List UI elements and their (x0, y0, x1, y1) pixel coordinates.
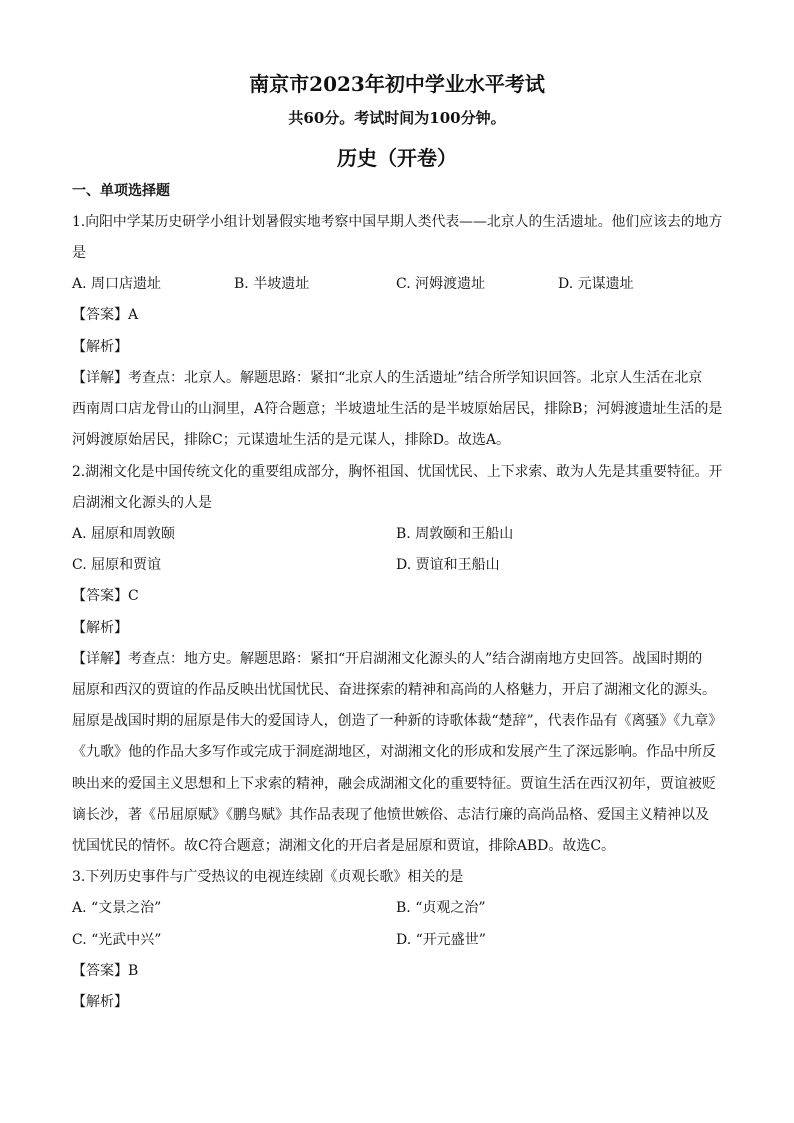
q2-analysis: 【解析】 (72, 620, 128, 636)
subject-title: 历史（开卷） (337, 146, 457, 170)
q2-detail-line: 屈原是战国时期的屈原是伟大的爱国诗人，创造了一种新的诗歌体裁“楚辞”，代表作品有《离骚》《九章》 (72, 713, 723, 729)
q1-option-d: D. 元谋遗址 (558, 276, 634, 292)
q3-analysis: 【解析】 (72, 994, 128, 1010)
q2-option-b: B. 周敦颐和王船山 (396, 526, 514, 542)
section-heading: 一、单项选择题 (72, 183, 170, 199)
q3-option-c: C. “光武中兴” (72, 932, 162, 948)
q1-analysis: 【解析】 (72, 339, 128, 355)
q2-option-a: A. 屈原和周敦颐 (72, 526, 176, 542)
q2-option-c: C. 屈原和贾谊 (72, 557, 162, 573)
q1-option-b: B. 半坡遗址 (234, 276, 310, 292)
q1-stem-cont: 是 (72, 245, 86, 261)
q3-option-b: B. “贞观之治” (396, 900, 486, 916)
q2-stem-cont: 启湖湘文化源头的人是 (72, 495, 212, 511)
q3-answer: 【答案】B (72, 963, 139, 979)
q2-detail-line: 【详解】考查点：地方史。解题思路：紧扣“开启湖湘文化源头的人”结合湖南地方史回答。战国时期的 (72, 651, 703, 667)
q2-detail-line: 映出来的爱国主义思想和上下求索的精神，融会成湖湘文化的重要特征。贾谊生活在西汉初年，贾谊被贬 (72, 776, 716, 792)
q2-detail-line: 屈原和西汉的贾谊的作品反映出忧国忧民、奋进探索的精神和高尚的人格魅力，开启了湖湘文化的源头。 (72, 682, 716, 698)
q2-answer: 【答案】C (72, 588, 139, 604)
q1-answer: 【答案】A (72, 307, 139, 323)
q1-detail-line: 西南周口店龙骨山的山洞里，A符合题意；半坡遗址生活的是半坡原始居民，排除B；河姆渡遗址生活的是 (72, 401, 723, 417)
q2-stem: 2.湖湘文化是中国传统文化的重要组成部分，胸怀祖国、忧国忧民、上下求索、敢为人先是其重要特征。开 (72, 464, 723, 480)
exam-info: 共60分。考试时间为100分钟。 (288, 109, 506, 127)
q2-detail-line: 《九歌》他的作品大多写作或完成于洞庭湖地区，对湖湘文化的形成和发展产生了深远影响。作品中所反 (72, 744, 716, 760)
q1-detail-line: 河姆渡原始居民，排除C；元谋遗址生活的是元谋人，排除D。故选A。 (72, 432, 511, 448)
page-title: 南京市2023年初中学业水平考试 (249, 72, 545, 96)
q3-option-a: A. “文景之治” (72, 900, 162, 916)
q3-stem: 3.下列历史事件与广受热议的电视连续剧《贞观长歌》相关的是 (72, 869, 464, 885)
q2-option-d: D. 贾谊和王船山 (396, 557, 500, 573)
q2-detail-line: 忧国忧民的情怀。故C符合题意；湖湘文化的开启者是屈原和贾谊，排除ABD。故选C。 (72, 838, 616, 854)
q1-stem: 1.向阳中学某历史研学小组计划暑假实地考察中国早期人类代表——北京人的生活遗址。他们应该去的地方 (72, 214, 723, 230)
q1-detail-line: 【详解】考查点：北京人。解题思路：紧扣“北京人的生活遗址”结合所学知识回答。北京人生活在北京 (72, 370, 703, 386)
q2-detail-line: 谪长沙，著《吊屈原赋》《鹏鸟赋》其作品表现了他愤世嫉俗、志洁行廉的高尚品格、爱国主义精神以及 (72, 807, 709, 823)
q1-option-a: A. 周口店遗址 (72, 276, 162, 292)
q3-option-d: D. “开元盛世” (396, 932, 486, 948)
q1-option-c: C. 河姆渡遗址 (396, 276, 486, 292)
